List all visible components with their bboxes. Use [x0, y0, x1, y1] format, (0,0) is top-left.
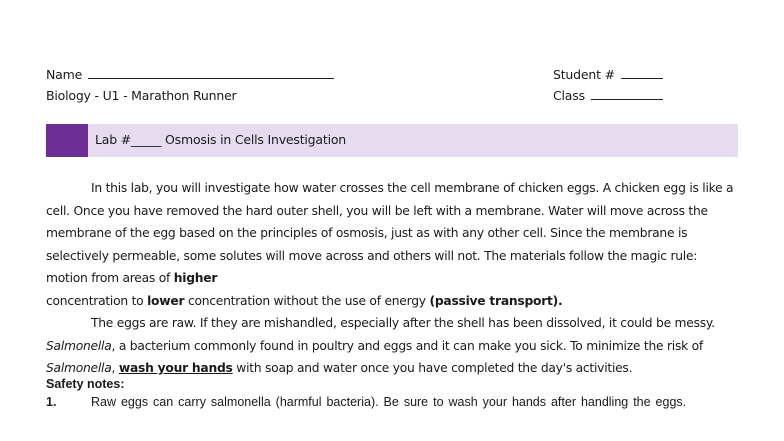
intro-paragraph-1 [46, 177, 742, 312]
intro-lower: lower [147, 293, 185, 308]
intro-section [46, 177, 742, 380]
salmonella-term-1: Salmonella [46, 338, 112, 353]
salmonella-term-2: Salmonella [46, 361, 112, 375]
safety-notes [46, 376, 742, 410]
safety-title: Safety notes: [46, 377, 125, 391]
safety-item-number: 1. [46, 395, 57, 409]
intro-p2-comma: , [111, 361, 116, 375]
intro-p1-rest: concentration without the use of energy [187, 293, 426, 308]
intro-p2-end: with soap and water once you have completed the day's activities. [236, 361, 633, 375]
intro-concentration-to: concentration to [46, 293, 144, 308]
lab-title-banner [46, 124, 738, 157]
name-blank[interactable] [88, 67, 334, 79]
class-blank[interactable] [591, 88, 663, 100]
intro-paragraph-2 [46, 312, 742, 380]
intro-p1-text: In this lab, you will investigate how water crosses the cell membrane of chicken eggs. A chicken egg is like a cell. Once you have removed the hard outer shell, you will be left with a membrane. Water will move across the membrane of the egg based on the principles of osmosis, just as with any other cell. Since the membrane is selectively permeable, some solutes will move across and others will not. The materials follow the magic rule: motion from areas of [46, 181, 734, 285]
lab-title: Lab #_____ Osmosis in Cells Investigation [95, 132, 347, 147]
student-number-line [553, 67, 663, 83]
intro-p2-text: The eggs are raw. If they are mishandled, especially after the shell has been dissolved, it could be messy. [91, 316, 715, 330]
course-line: Biology - U1 - Marathon Runner [46, 88, 237, 103]
student-number-blank[interactable] [621, 67, 663, 79]
safety-item-text: Raw eggs can carry salmonella (harmful bacteria). Be sure to wash your hands after handling the eggs. [91, 395, 687, 409]
intro-passive-transport: (passive transport). [429, 293, 563, 308]
safety-item [46, 394, 742, 410]
name-line [46, 67, 334, 83]
name-label: Name [46, 67, 83, 82]
class-line [553, 88, 663, 104]
student-number-label: Student # [553, 67, 615, 82]
banner-accent-swatch [46, 124, 88, 157]
intro-p2-mid: , a bacterium commonly found in poultry and eggs and it can make you sick. To minimize the risk of [111, 338, 703, 353]
intro-higher: higher [173, 271, 218, 285]
wash-hands-emphasis: wash your hands [118, 361, 233, 375]
class-label: Class [553, 88, 585, 103]
